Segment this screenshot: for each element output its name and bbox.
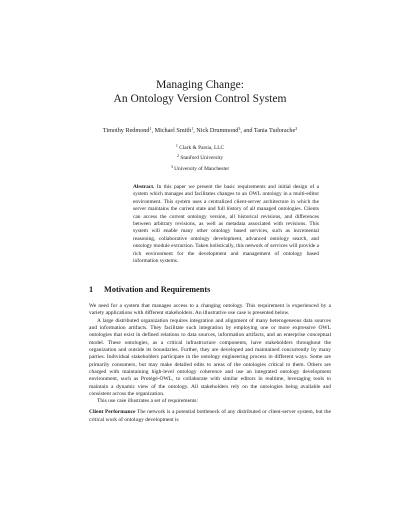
- author-name: Tania Tudorache: [253, 127, 296, 134]
- affiliation-list: [0, 142, 400, 173]
- author-list: [0, 126, 400, 134]
- affiliation-name: University of Manchester: [174, 165, 230, 172]
- affiliation: [0, 163, 400, 173]
- affiliation: [0, 142, 400, 152]
- section-heading: [89, 285, 329, 294]
- section-title: Motivation and Requirements: [104, 285, 211, 294]
- author-separator: ,: [151, 127, 155, 134]
- section-body: [89, 303, 331, 424]
- author-separator: ,: [240, 127, 244, 134]
- section-number: 1: [89, 285, 94, 294]
- paper-title-line-1: Managing Change:: [156, 79, 244, 91]
- author-separator: ,: [193, 127, 197, 134]
- affiliation-name: Clark & Parsia, LLC: [179, 145, 225, 151]
- affiliation-mark: 1: [175, 143, 178, 148]
- author-affiliation-mark: 2: [295, 126, 298, 131]
- author-affiliation-mark: 1: [191, 126, 194, 131]
- affiliation: [0, 152, 400, 162]
- abstract-label: Abstract.: [133, 184, 155, 190]
- requirement-text: The network is a potential bottleneck of any distributed or client-server system, but the critical work of ontology development is: [89, 409, 332, 423]
- affiliation-mark: 3: [170, 163, 173, 169]
- body-paragraph: We need for a system that manages access to a changing ontology. This requirement is experienced by a variety applications with different stakeholders. An illustrative use case is presented below.: [89, 303, 331, 317]
- requirement-item: [89, 409, 331, 424]
- affiliation-mark: 2: [176, 153, 179, 159]
- body-paragraph: This use case illustrates a set of requirements:: [97, 398, 198, 405]
- body-paragraph: A large distributed organization requires integration and alignment of many heterogeneous data sources and information artifacts. They facilitate such integration by employing one or more expressive OWL ontologies that exist in defined relations to data sources, information artifacts, and an enterprise conceptual model. These ontologies, as a critical infrastructure components, have stakeholders throughout the organization and outside its boundaries. Further, they are developed and maintained concurrently by many parties. Individual stakeholders participate in the ontology engineering process in different ways. Some are primarily consumers, but may make detailed edits to areas of the ontologies critical to them. Others are charged with maintaining high-level ontology coherence and use an integrated ontology development environment, such as Protégé-OWL, to collaborate with similar editors in realtime, leveraging tools to maintain a dynamic view of the ontology. All stakeholders rely on the ontologies being available and consistent across the organization.: [89, 317, 331, 398]
- author-name: Nick Drummond: [196, 127, 239, 134]
- author-name: Michael Smith: [154, 127, 192, 134]
- author-name: Timothy Redmond: [102, 127, 150, 134]
- requirement-label: Client Performance: [89, 409, 136, 416]
- affiliation-name: Stanford University: [180, 155, 224, 162]
- author-affiliation-mark: 3: [238, 126, 241, 131]
- paper-title-line-2: An Ontology Version Control System: [113, 93, 287, 105]
- abstract-text: In this paper we present the basic requirements and initial design of a system which manages and facilitates changes to an OWL ontology in a multi-editor environment. This system uses a centralized client-server architecture in which the server maintains the current state and full history of all managed ontologies. Clients can access the current ontology version, all historical revisions, and differences between arbitrary revisions, as well as metadata associated with revisions. This system will enable many other ontology based services, such as incremental reasoning, collaborative ontology development, advanced ontology search, and ontology module extraction. Taken holistically, this network of services will provide a rich environment for the development and management of ontology based information systems.: [133, 184, 319, 265]
- author-affiliation-mark: 1: [149, 126, 152, 131]
- abstract: [133, 184, 319, 265]
- author-conjunction: and: [243, 127, 254, 134]
